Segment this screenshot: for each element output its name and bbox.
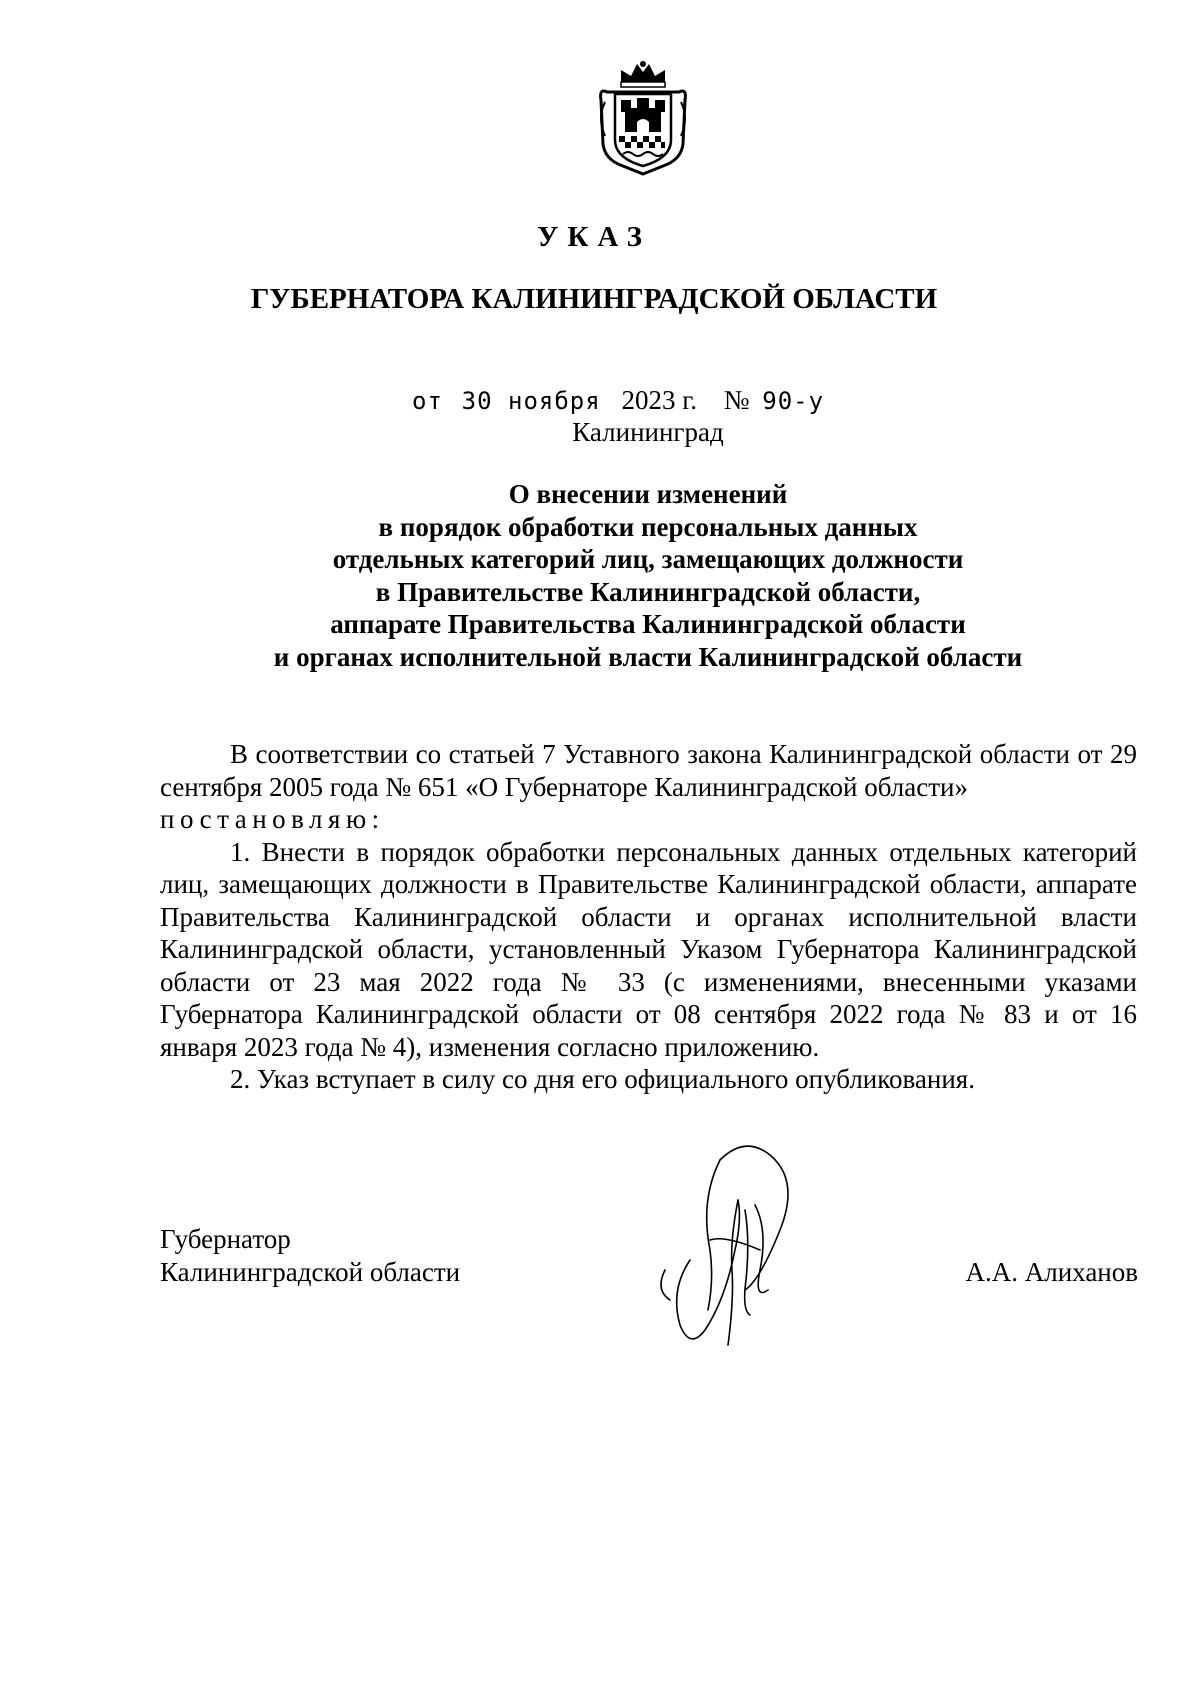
subject-line: в порядок обработки персональных данных [378,511,918,542]
decree-body [160,738,1137,1096]
signatory-name: А.А. Алиханов [965,1257,1138,1287]
decree-subject [180,478,1116,673]
document-type: УКАЗ [537,221,651,253]
item-2-paragraph: 2. Указ вступает в силу со дня его официального опубликования. [230,1064,975,1094]
date-from-label: от [412,387,443,415]
subject-line: аппарате Правительства Калининградской области [330,609,966,639]
date-number-line [412,385,824,416]
position-line: Калининградской области [160,1256,461,1287]
city: Калининград [572,417,724,447]
coat-of-arms-icon [591,58,695,176]
date-year: 2023 г. [621,385,697,415]
subject-line: и органах исполнительной власти Калининградской области [273,641,1023,672]
number-label: № [723,385,750,415]
preamble-paragraph: В соответствии со статьей 7 Уставного закона Калининградской области от 29 сентября 2005 года № 651 «О Губернаторе Калининградской области» [160,739,1137,802]
subject-line: О внесении изменений [508,479,788,509]
item-1-paragraph: 1. Внести в порядок обработки персональных данных отдельных категорий лиц, замещающих должности в Правительстве Калининградской области, аппарате Правительства Калининградской области и органах исполнительной власти Калининградской области, установленный Указом Губернатора Калининградской области от 23 мая 2022 года № 33 (с изменениями, внесенными указами Губернатора Калининградской области от 08 сентября 2022 года № 83 и от 16 января 2023 года № 4), изменения согласно приложению. [160,836,1137,1062]
resolve-word: постановляю: [160,804,385,834]
decree-number: 90-у [762,387,825,415]
subject-line: отдельных категорий лиц, замещающих должности [332,544,964,574]
subject-line: в Правительстве Калининградской области, [375,576,921,607]
position-line: Губернатор [160,1224,291,1254]
signatory-position [160,1223,460,1288]
issuer-title: ГУБЕРНАТОРА КАЛИНИНГРАДСКОЙ ОБЛАСТИ [250,283,938,315]
date-day-month: 30 ноября [461,387,601,415]
handwritten-signature-icon [650,1140,820,1358]
